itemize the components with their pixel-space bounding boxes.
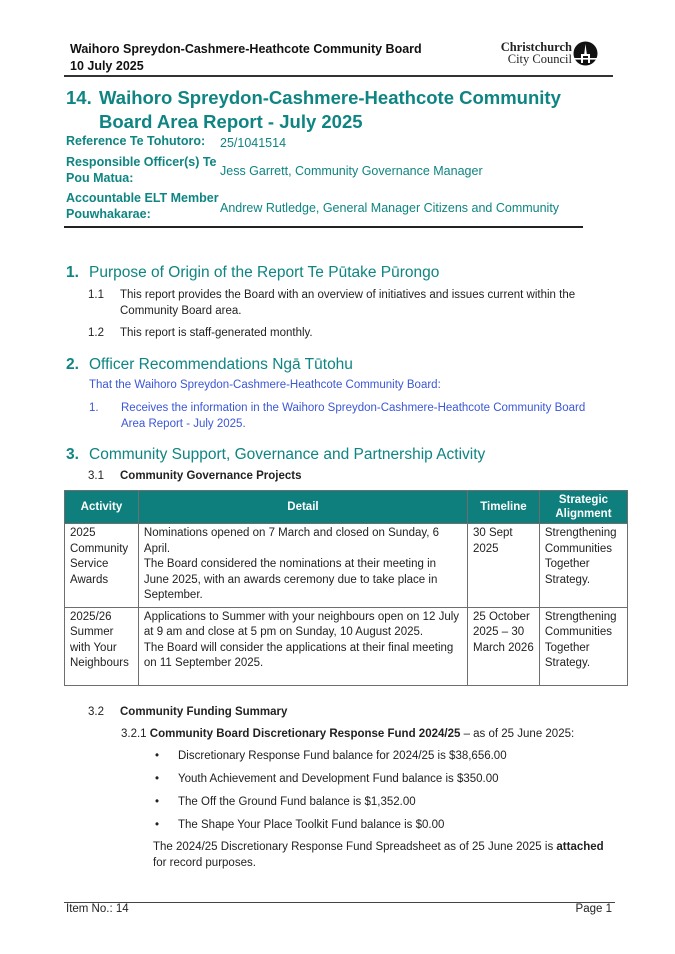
footer-item-number: Item No.: 14 (66, 903, 129, 915)
cell-alignment: Strengthening Communities Together Strategy. (539, 607, 627, 685)
document-page: Waihoro Spreydon-Cashmere-Heathcote Community Board 10 July 2025 Christchurch City Council 14. Waihoro Spreydon-Cashmere-Heathcote Community Board Area Report - July 2025 Reference Te Tohutoro: 25/1041514 Responsible Officer(s) Te Pou Matua: Jess Garrett, Community Governance Manager Accountable ELT Member Pouwhakarae: Andrew Rutledge, General Manager Citizens and Community 1. Purpose of Origin of the Report Te Pūtake Pūrongo 1.1 This report provides the Board with an overview of initiatives and issues current within the Community Board area. 1.2 This report is staff-generated monthly. 2. Officer Recommendations Ngā Tūtohu That the Waihoro Spreydon-Cashmere-Heathcote Community Board: 1. Receives the information in the Waihoro Spreydon-Cashmere-Heathcote Community Board Area Report - July 2025. 3. Community Support, Governance and Partnership Activity 3.1 Community Governance Projects Activity Detail Timeline Strategic Alignment 2025 Community Service Awards Nominations opened on 7 March and closed on Sunday, 6 April. The Board considered the nominations at their meeting in June 2025, with an awards ceremony due to take place in September. 30 Sept 2025 Strengthening Communities Together Strategy. 2025/26 Summer with Your Neighbours Applications to Summer with your neighbours open on 12 July at 9 am and close at 5 pm on Sunday, 10 August 2025. The Board will consider the applications at their final meeting on 11 September 2025. 25 October 2025 – 30 March 2026 Strengthening Communities Together Strategy. 3.2 Community Funding Summary 3.2.1 Community Board Discretionary Response Fund 2024/25 – as of 25 June 2025: • Discretionary Response Fund balance for 2024/25 is $38,656.00 • Youth Achievement and Development Fund balance is $350.00 • The Off the Ground Fund balance is $1,352.00 • The Shape Your Place Toolkit Fund balance is $0.00 The 2024/25 Discretionary Response Fund Spreadsheet as of 25 June 2025 is attached for record purposes. Item No.: 14 Page 1 (0, 0, 675, 954)
meta-divider (64, 226, 583, 228)
list-item: • Discretionary Response Fund balance for 2024/25 is $38,656.00 (155, 749, 507, 772)
footer-divider (64, 902, 615, 903)
spreadsheet-note: The 2024/25 Discretionary Response Fund Spreadsheet as of 25 June 2025 is attached for record purposes. (153, 841, 604, 869)
meta-value: Jess Garrett, Community Governance Manager (220, 164, 483, 178)
header-board-name: Waihoro Spreydon-Cashmere-Heathcote Community Board (70, 42, 422, 56)
list-item: • The Off the Ground Fund balance is $1,352.00 (155, 795, 507, 818)
column-header-activity: Activity (65, 491, 139, 524)
logo-line1: Christchurch (500, 40, 572, 54)
cathedral-logo-icon (573, 41, 598, 66)
section-1-heading: 1. Purpose of Origin of the Report Te Pūtake Pūrongo (66, 264, 440, 281)
footer-page-number: Page 1 (575, 903, 612, 915)
column-header-detail: Detail (138, 491, 467, 524)
section-3-heading: 3. Community Support, Governance and Partnership Activity (66, 446, 486, 463)
title-text: Waihoro Spreydon-Cashmere-Heathcote Community Board Area Report - July 2025 (99, 87, 561, 132)
item-number: 14. (66, 87, 92, 108)
meta-responsible-officer (66, 152, 583, 190)
recommendation-intro: That the Waihoro Spreydon-Cashmere-Heathcote Community Board: (89, 379, 441, 391)
meta-label: Accountable ELT Member Pouwhakarae: (66, 191, 219, 221)
cell-activity: 2025/26 Summer with Your Neighbours (65, 607, 139, 685)
meta-value: Andrew Rutledge, General Manager Citizens and Community (220, 201, 560, 215)
bullet-icon: • (155, 750, 160, 762)
attached-emphasis: attached (556, 841, 604, 853)
cell-detail: Applications to Summer with your neighbours open on 12 July at 9 am and close at 5 pm on Sunday, 10 August 2025. The Board will consider the applications at their final meeting on 11 September 2025. (138, 607, 467, 685)
list-item: • Youth Achievement and Development Fund balance is $350.00 (155, 772, 507, 795)
cell-alignment: Strengthening Communities Together Strategy. (539, 524, 627, 608)
meta-label: Responsible Officer(s) Te Pou Matua: (66, 155, 217, 185)
cell-timeline: 30 Sept 2025 (467, 524, 539, 608)
meta-reference (66, 133, 583, 152)
cell-timeline: 25 October 2025 – 30 March 2026 (467, 607, 539, 685)
column-header-strategic-alignment: Strategic Alignment (539, 491, 627, 524)
table-row (65, 607, 628, 685)
bullet-icon: • (155, 819, 160, 831)
header-divider (64, 75, 613, 77)
table-row (65, 524, 628, 608)
bullet-icon: • (155, 773, 160, 785)
table-header-row (65, 491, 628, 524)
logo-line2: City Council (507, 52, 572, 66)
subsection-3-2-1: 3.2.1 Community Board Discretionary Response Fund 2024/25 – as of 25 June 2025: (121, 728, 575, 740)
cell-detail: Nominations opened on 7 March and closed on Sunday, 6 April. The Board considered the nominations at their meeting in June 2025, with an awards ceremony due to take place in September. (138, 524, 467, 608)
meta-value: 25/1041514 (220, 135, 287, 150)
report-meta (66, 133, 583, 226)
list-item: • The Shape Your Place Toolkit Fund balance is $0.00 (155, 818, 507, 841)
cell-activity: 2025 Community Service Awards (65, 524, 139, 608)
column-header-timeline: Timeline (467, 491, 539, 524)
council-logo (498, 41, 600, 67)
header-date: 10 July 2025 (70, 59, 144, 73)
section-2-heading: 2. Officer Recommendations Ngā Tūtohu (66, 356, 353, 373)
fund-balances-list (155, 749, 507, 841)
bullet-icon: • (155, 796, 160, 808)
governance-projects-table (64, 490, 628, 686)
meta-accountable-member (66, 190, 583, 226)
meta-label: Reference Te Tohutoro: (66, 134, 206, 148)
